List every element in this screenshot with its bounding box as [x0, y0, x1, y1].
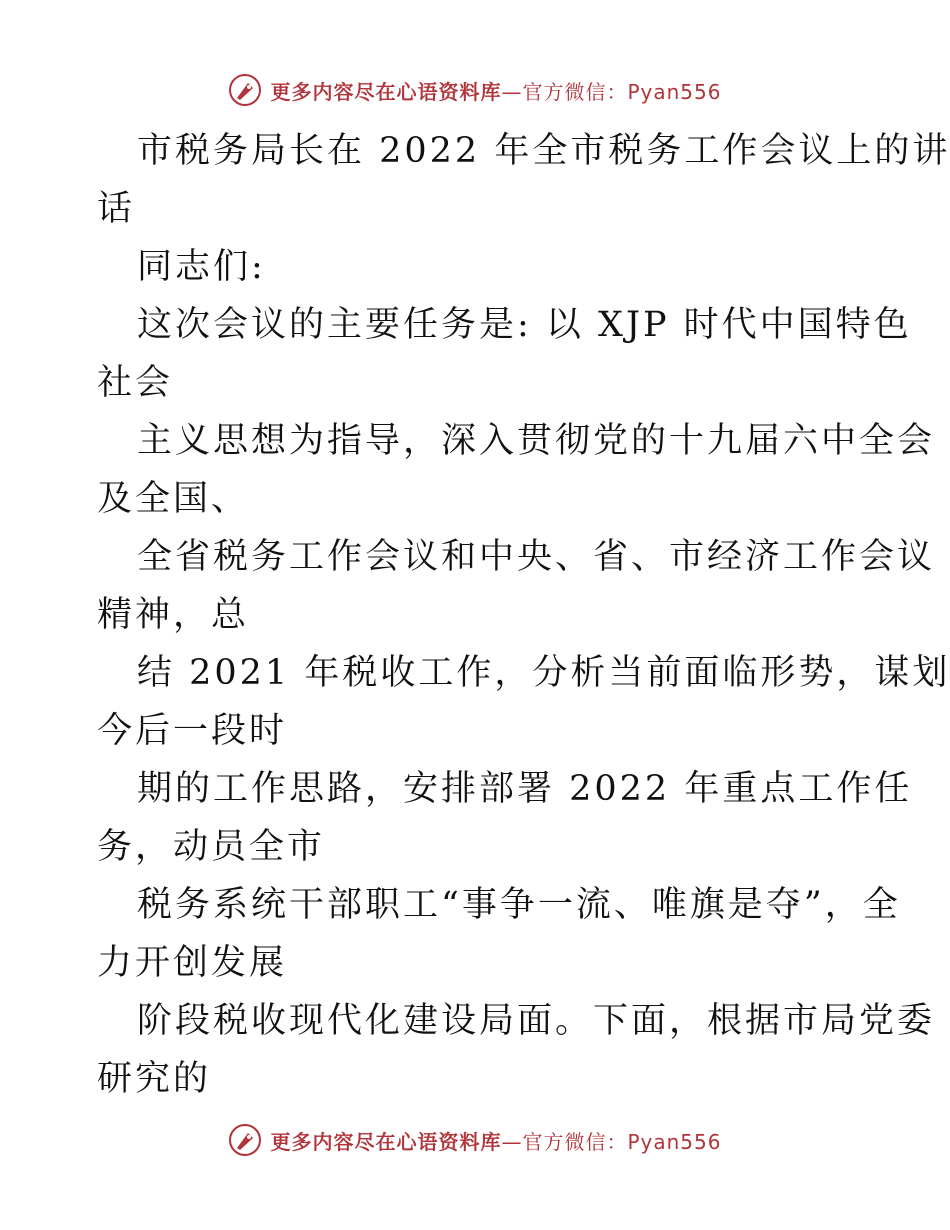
document-body: [97, 122, 950, 1108]
text-line: 力开创发展: [97, 943, 288, 983]
text-line: 结 2021 年税收工作，分析当前面临形势，谋划: [137, 653, 950, 693]
pen-nib-logo-icon: [228, 1123, 262, 1157]
text-line: 同志们:: [137, 247, 266, 287]
text-line: 研究的: [97, 1059, 212, 1099]
text-line: 阶段税收现代化建设局面。下面，根据市局党委: [137, 1001, 936, 1041]
watermark-main: 更多内容尽在心语资料库: [270, 79, 502, 104]
watermark-footer: [0, 1120, 950, 1160]
text-line: 话: [97, 189, 136, 229]
watermark-separator: —: [501, 1129, 523, 1154]
text-line: 市税务局长在 2022 年全市税务工作会议上的讲: [137, 131, 950, 171]
pen-nib-logo-icon: [228, 73, 262, 107]
watermark-main: 更多内容尽在心语资料库: [270, 1129, 502, 1154]
text-line: 主义思想为指导，深入贯彻党的十九届六中全会: [137, 421, 936, 461]
text-line: 社会: [97, 363, 174, 403]
text-line: 及全国、: [97, 479, 250, 519]
text-line: 务，动员全市: [97, 827, 326, 867]
watermark-header: [0, 70, 950, 110]
watermark-contact: 官方微信：Pyan556: [522, 79, 722, 104]
watermark-separator: —: [501, 79, 523, 104]
watermark-contact: 官方微信：Pyan556: [522, 1129, 722, 1154]
text-line: 全省税务工作会议和中央、省、市经济工作会议: [137, 537, 936, 577]
text-line: 今后一段时: [97, 711, 288, 751]
text-line: 精神，总: [97, 595, 250, 635]
text-line: 期的工作思路，安排部署 2022 年重点工作任: [137, 769, 913, 809]
watermark-text: [270, 1126, 721, 1155]
text-line: 税务系统干部职工“事争一流、唯旗是夺”，全: [137, 885, 901, 925]
text-line: 这次会议的主要任务是: 以 XJP 时代中国特色: [137, 305, 912, 345]
watermark-text: [270, 76, 721, 105]
